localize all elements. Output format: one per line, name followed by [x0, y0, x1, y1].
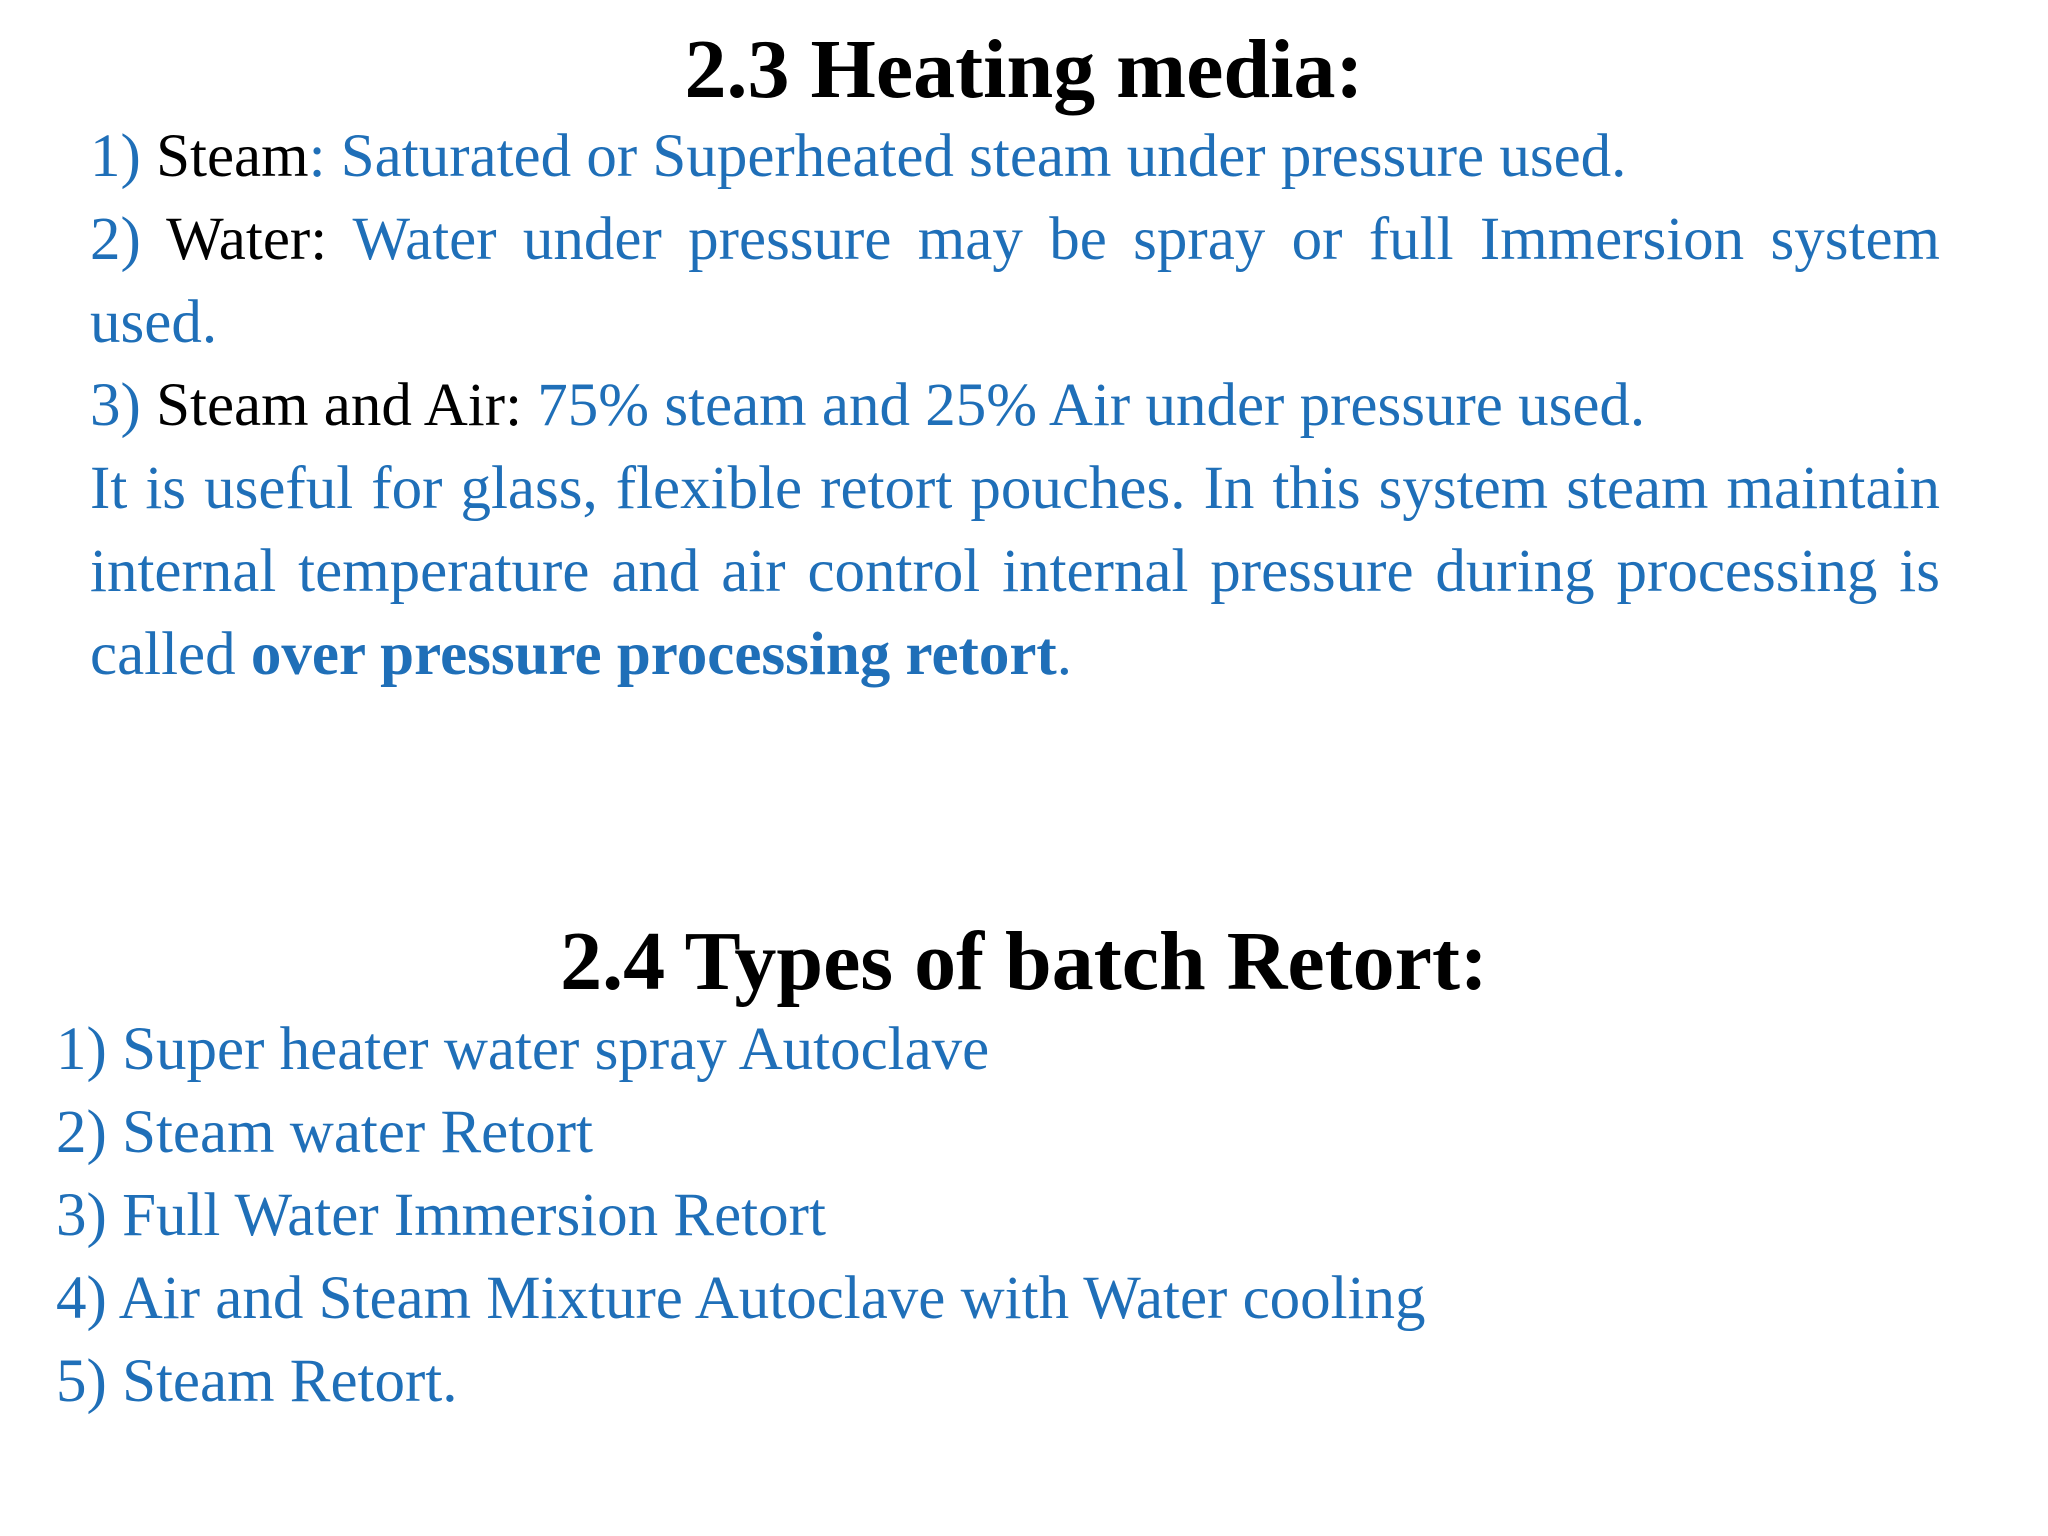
- retort-types-list: [56, 1008, 1426, 1423]
- heating-item-steam-air: [90, 364, 1940, 447]
- item-label: Steam and Air:: [156, 372, 523, 439]
- list-item: 3) Full Water Immersion Retort: [56, 1182, 826, 1249]
- item-number: 1): [90, 123, 141, 190]
- note-emphasis: over pressure processing retort: [250, 621, 1057, 688]
- list-item: 2) Steam water Retort: [56, 1099, 593, 1166]
- list-item: 1) Super heater water spray Autoclave: [56, 1016, 990, 1083]
- heating-item-water: [90, 198, 1940, 364]
- heating-item-steam: [90, 115, 1940, 198]
- list-item: 4) Air and Steam Mixture Autoclave with Water cooling: [56, 1265, 1426, 1332]
- note-end: .: [1056, 621, 1072, 688]
- note-text: It is useful for glass, flexible retort pouches. In this system steam maintain internal temperature and air control internal pressure during processing is called: [90, 455, 1940, 688]
- item-text: 75% steam and 25% Air under pressure used.: [537, 372, 1646, 439]
- item-label: Steam: [156, 123, 309, 190]
- item-text: : Saturated or Superheated steam under pressure used.: [308, 123, 1627, 190]
- heading-batch-retort-types: 2.4 Types of batch Retort:: [560, 915, 1488, 1008]
- item-text: Water under pressure may be spray or full Immersion system used.: [90, 206, 1940, 356]
- item-label: Water:: [166, 206, 328, 273]
- heading-heating-media: 2.3 Heating media:: [684, 23, 1364, 116]
- item-number: 3): [90, 372, 141, 439]
- heating-note: [90, 447, 1940, 696]
- item-number: 2): [90, 206, 141, 273]
- list-item: 5) Steam Retort.: [56, 1348, 458, 1415]
